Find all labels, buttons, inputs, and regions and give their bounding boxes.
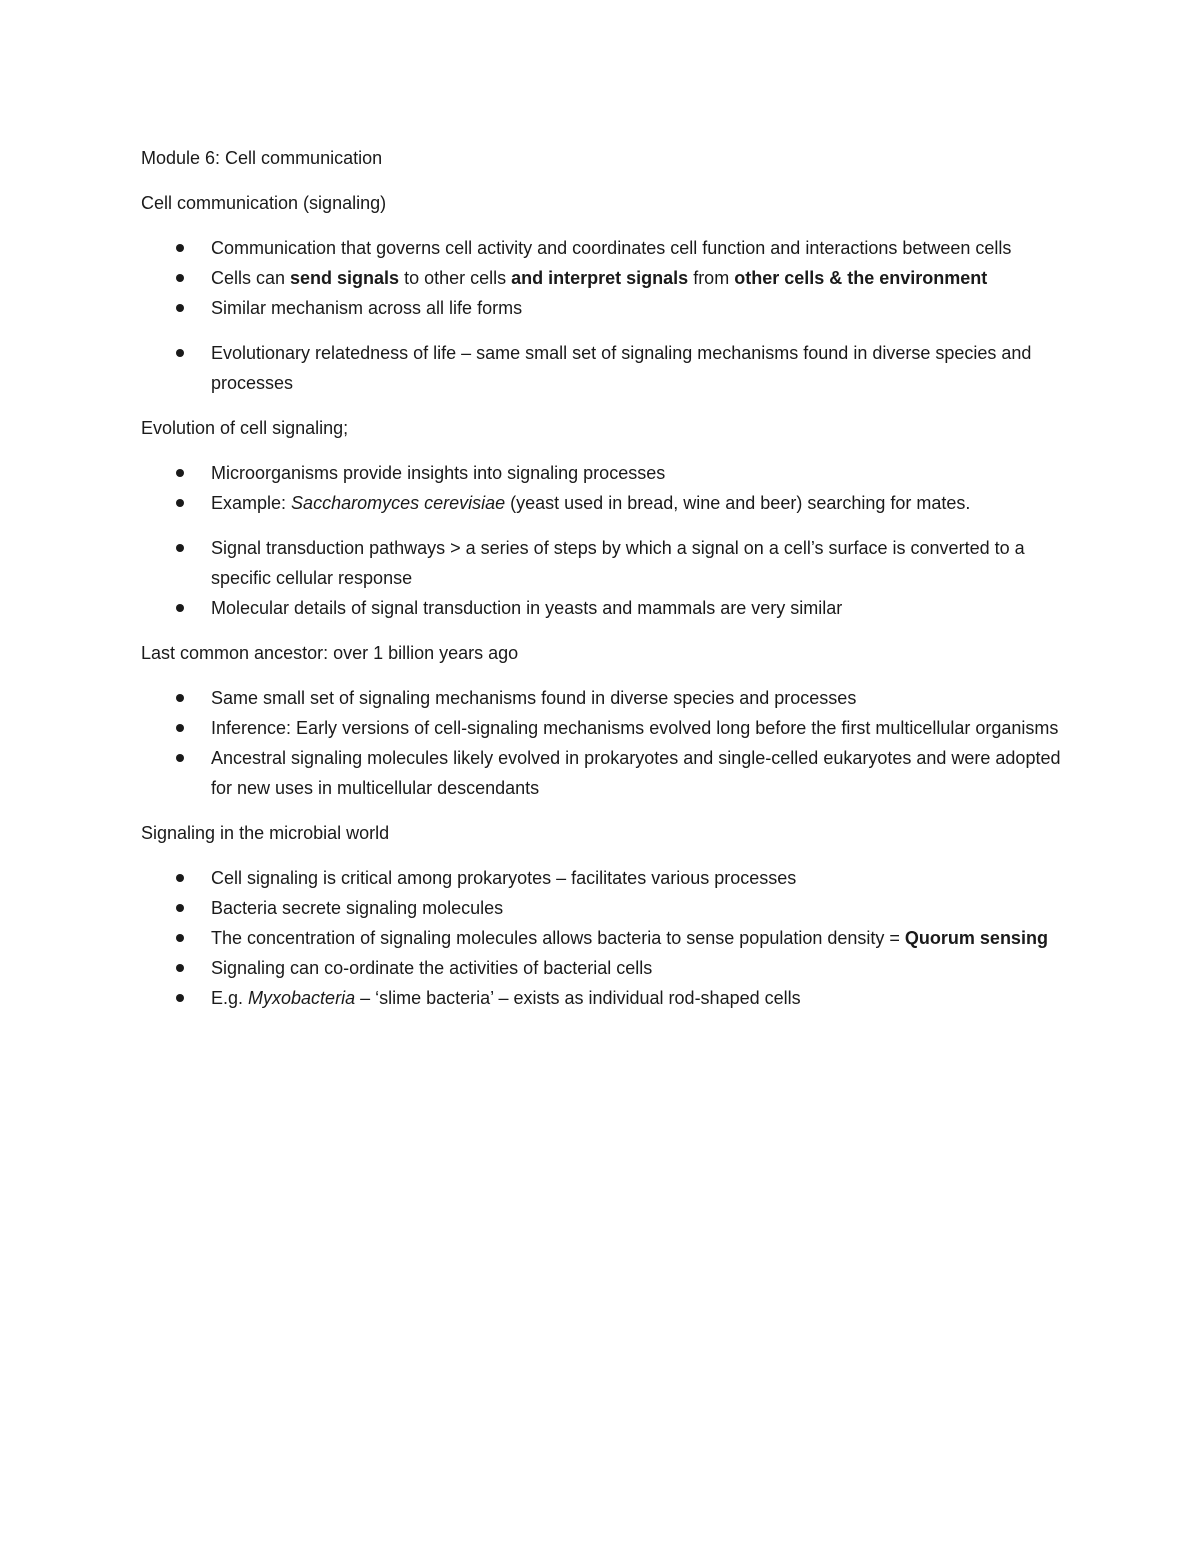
bullet-icon (176, 274, 184, 282)
list-item: Microorganisms provide insights into signaling processes (141, 458, 1061, 488)
list-item: Evolutionary relatedness of life – same small set of signaling mechanisms found in diverse species and processes (141, 338, 1061, 398)
document-body (141, 143, 1061, 1028)
section-heading: Cell communication (signaling) (141, 193, 387, 213)
list-item: Bacteria secrete signaling molecules (141, 893, 1061, 923)
section-heading: Evolution of cell signaling; (141, 418, 349, 438)
bullet-icon (176, 934, 184, 942)
bullet-icon (176, 244, 184, 252)
list-item: Similar mechanism across all life forms (141, 293, 1061, 323)
bullet-icon (176, 724, 184, 732)
bullet-icon (176, 349, 184, 357)
list-item: Communication that governs cell activity and coordinates cell function and interactions between cells (141, 233, 1061, 263)
list-item: E.g. Myxobacteria – ‘slime bacteria’ – exists as individual rod-shaped cells (141, 983, 1061, 1013)
section-heading: Last common ancestor: over 1 billion years ago (141, 643, 519, 663)
list-item: Cells can send signals to other cells and interpret signals from other cells & the environment (141, 263, 1061, 293)
section-heading: Signaling in the microbial world (141, 823, 390, 843)
list-item: Example: Saccharomyces cerevisiae (yeast used in bread, wine and beer) searching for mates. (141, 488, 1061, 518)
bullet-list (141, 683, 1061, 803)
bullet-icon (176, 499, 184, 507)
bullet-icon (176, 874, 184, 882)
bullet-list (141, 458, 1061, 518)
bullet-icon (176, 469, 184, 477)
list-item: Signaling can co-ordinate the activities of bacterial cells (141, 953, 1061, 983)
bullet-list (141, 533, 1061, 623)
bullet-icon (176, 604, 184, 612)
list-item: The concentration of signaling molecules allows bacteria to sense population density = Quorum sensing (141, 923, 1061, 953)
list-item: Molecular details of signal transduction in yeasts and mammals are very similar (141, 593, 1061, 623)
bullet-icon (176, 304, 184, 312)
bullet-list (141, 863, 1061, 1013)
bullet-list (141, 338, 1061, 398)
list-item: Signal transduction pathways > a series of steps by which a signal on a cell’s surface is converted to a specific cellular response (141, 533, 1061, 593)
list-item: Same small set of signaling mechanisms found in diverse species and processes (141, 683, 1061, 713)
list-item: Cell signaling is critical among prokaryotes – facilitates various processes (141, 863, 1061, 893)
bullet-icon (176, 994, 184, 1002)
bullet-icon (176, 904, 184, 912)
bullet-icon (176, 694, 184, 702)
list-item: Inference: Early versions of cell-signaling mechanisms evolved long before the first multicellular organisms (141, 713, 1061, 743)
bullet-icon (176, 754, 184, 762)
bullet-list (141, 233, 1061, 323)
bullet-icon (176, 964, 184, 972)
list-item: Ancestral signaling molecules likely evolved in prokaryotes and single-celled eukaryotes and were adopted for new uses in multicellular descendants (141, 743, 1061, 803)
page-title: Module 6: Cell communication (141, 148, 383, 168)
bullet-icon (176, 544, 184, 552)
